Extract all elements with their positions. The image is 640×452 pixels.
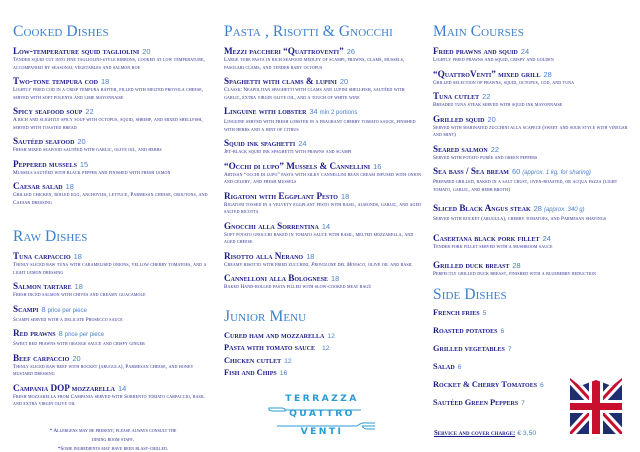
item-name: Spaghetti with clams & lupini bbox=[224, 76, 337, 86]
item-price: 22 bbox=[490, 144, 499, 154]
item-name: Low-temperature squid tagliolini bbox=[13, 46, 140, 56]
allergen-footnote: * Allergens may be present; please always consult the dining room staff. bbox=[49, 427, 177, 443]
item-price: 24 bbox=[542, 233, 551, 243]
item-price: 22 bbox=[85, 107, 94, 116]
item-price: 12 bbox=[327, 332, 335, 340]
english-flag-icon[interactable] bbox=[570, 378, 622, 434]
item-description: Linguine served with fresh lobster in a fragrant cherry tomato sauce, finished with herbs and a hint of citrus bbox=[224, 119, 416, 133]
item-name: Spicy seafood soup bbox=[13, 106, 83, 116]
menu-item bbox=[433, 166, 633, 194]
item-price: 28 bbox=[543, 69, 552, 79]
item-price: 24 bbox=[298, 139, 307, 148]
item-description: Classic Neapolitan spaghetti with clams and lupini shellfish, sautéed with garlic, extra virgin olive oil, and a touch of white wine bbox=[224, 87, 405, 101]
service-charge bbox=[434, 430, 536, 437]
section-title-cooked-dishes: Cooked Dishes bbox=[13, 23, 109, 40]
menu-item bbox=[433, 340, 633, 358]
item-description: Perfectly grilled duck breast, finished with a blueberry reduction bbox=[433, 271, 596, 277]
item-price: 20 bbox=[142, 47, 151, 56]
item-name: Fish and Chips bbox=[224, 368, 277, 377]
item-name: Grilled duck breast bbox=[433, 260, 510, 270]
item-price: 18 bbox=[65, 182, 74, 191]
item-name: Sautéed seafood bbox=[13, 136, 75, 146]
restaurant-logo bbox=[267, 393, 377, 443]
menu-item bbox=[224, 46, 422, 72]
item-description: Grilled selection of prawns, squid, octopus, cod, and tuna bbox=[433, 79, 575, 86]
item-name: Chicken cutlet bbox=[224, 355, 282, 365]
item-name: Grilled squid bbox=[433, 113, 485, 124]
menu-item bbox=[13, 159, 213, 178]
menu-item bbox=[433, 304, 633, 322]
item-name: Sautéed Green Peppers bbox=[433, 397, 519, 407]
item-name: Rocket & Cherry Tomatoes bbox=[433, 379, 538, 389]
menu-item bbox=[433, 114, 633, 140]
menu-item bbox=[224, 251, 422, 270]
menu-item bbox=[224, 355, 422, 368]
item-name: “QuattroVenti” mixed grill bbox=[433, 68, 541, 79]
item-price: 16 bbox=[279, 370, 288, 377]
item-name: Salmon tartare bbox=[13, 281, 72, 291]
item-note: (approx. 340 g) bbox=[543, 207, 585, 213]
menu-item bbox=[224, 367, 422, 380]
item-price: 18 bbox=[331, 274, 340, 283]
item-description: Thinly sliced raw beef with rocket (arugula), Parmesan cheese, and honey mustard dressing bbox=[13, 363, 194, 377]
item-description: Lightly fried prawns and squid, crispy and golden bbox=[433, 57, 554, 63]
item-price: 12 bbox=[284, 357, 292, 365]
item-name: Risotto alla Nerano bbox=[224, 250, 304, 261]
item-name: Pasta with tomato sauce bbox=[224, 343, 315, 352]
column-left bbox=[13, 0, 213, 452]
item-name: Tuna carpaccio bbox=[13, 251, 71, 261]
item-name: Campania DOP mozzarella bbox=[13, 382, 116, 393]
menu-item bbox=[13, 281, 213, 300]
item-price: 24 bbox=[520, 47, 530, 56]
menu-item bbox=[13, 46, 213, 72]
item-name: Cannelloni alla Bolognese bbox=[224, 273, 329, 283]
item-description: Lightly fried cod in a crisp tempura batter, filled with melted provola cheese, served with soft polenta and lime mayonnaise bbox=[13, 87, 204, 101]
item-name: “Occhi di lupo” Mussels & Cannellini bbox=[224, 160, 371, 171]
item-description: Breaded tuna steak served with squid ink mayonnaise bbox=[433, 102, 563, 108]
item-description: Fresh mixed seafood sautéed with garlic, olive oil, and herbs bbox=[13, 147, 162, 153]
item-price: 20 bbox=[339, 77, 349, 86]
item-name: Grilled vegetables bbox=[433, 343, 505, 353]
item-description: Served with marinated zucchini alla scapece (sweet and sour style with vinegar and mint) bbox=[433, 124, 628, 138]
logo-line-3: VENTI bbox=[300, 426, 344, 437]
item-description: Served with potato purée and green peppers bbox=[433, 154, 538, 161]
item-name: French fries bbox=[433, 307, 480, 317]
item-description: Thinly sliced raw tuna with caramelised onions, yellow cherry tomatoes, and a light lemon dressing bbox=[13, 262, 207, 276]
item-name: Cured ham and mozzarella bbox=[224, 330, 325, 340]
item-price: 18 bbox=[101, 77, 110, 86]
item-price: 8 bbox=[41, 304, 46, 314]
menu-item bbox=[433, 144, 633, 163]
item-price: 14 bbox=[118, 383, 127, 393]
menu-item bbox=[433, 46, 633, 65]
menu-item bbox=[433, 322, 633, 340]
blast-chilled-footnote: *Some ingredients may have been blast-chilled. bbox=[57, 445, 169, 452]
menu-item bbox=[13, 251, 213, 277]
item-description: A rich and slightly spicy soup with octopus, squid, shrimp, and mixed shellfish, served with toasted bread bbox=[13, 117, 203, 131]
item-description: Rigatoni tossed in a velvety eggplant pesto with basil, almonds, garlic, and aged salted ricotta bbox=[224, 201, 422, 215]
column-middle bbox=[224, 0, 422, 380]
item-price: 5 bbox=[482, 309, 487, 317]
item-name: Salad bbox=[433, 361, 455, 371]
item-price: 8 bbox=[58, 329, 63, 338]
item-price: 26 bbox=[346, 47, 355, 56]
item-description: Mussels sautéed with black pepper and finished with fresh lemon bbox=[13, 169, 171, 176]
logo-line-2: QUATTRO bbox=[289, 408, 355, 419]
menu-item bbox=[433, 358, 633, 376]
item-description: Tender squid cut into fine tagliolini-style ribbons, cooked at low temperature, accompanied by seasonal vegetables and salmon roe bbox=[13, 57, 205, 71]
menu-item bbox=[224, 221, 422, 247]
item-name: Beef carpaccio bbox=[13, 352, 70, 363]
item-name: Roasted potatoes bbox=[433, 325, 498, 335]
item-price: 18 bbox=[306, 251, 315, 261]
item-price: 20 bbox=[487, 114, 496, 124]
item-name: Caesar salad bbox=[13, 181, 63, 191]
menu-item bbox=[224, 138, 422, 157]
item-name: Gnocchi alla Sorrentina bbox=[224, 220, 319, 231]
item-price: 15 bbox=[79, 159, 89, 169]
menu-item bbox=[433, 69, 633, 88]
menu-item bbox=[13, 181, 213, 207]
item-name: Red prawns bbox=[13, 328, 56, 338]
item-description: Soft potato gnocchi baked in tomato sauce with basil, melted mozzarella, and aged cheese bbox=[224, 231, 414, 245]
menu-item bbox=[224, 161, 422, 187]
item-description: Prepared grilled, baked in a salt crust, oven-roasted, or acqua pazza (light tomato, garlic, and herb broth) bbox=[433, 179, 618, 193]
item-name: Tuna cutlet bbox=[433, 91, 480, 101]
item-name: Mezzi paccheri “Quattroventi” bbox=[224, 46, 344, 56]
section-title-pasta: Pasta , Risotti & Gnocchi bbox=[224, 23, 393, 40]
column-right bbox=[433, 0, 633, 412]
item-description: Large tube pasta in rich seafood medley of scampi, prawns, clams, mussels, fasolari clams, and tender baby octopus bbox=[224, 57, 405, 71]
menu-item bbox=[13, 136, 213, 155]
item-description: Jet-black squid ink spaghetti with prawns and scampi bbox=[224, 149, 352, 155]
item-name: Scampi bbox=[13, 303, 39, 314]
item-name: Seared salmon bbox=[433, 143, 488, 154]
menu-item bbox=[224, 330, 422, 343]
menu-item bbox=[13, 76, 213, 102]
menu-item bbox=[224, 191, 422, 217]
item-name: Sliced Black Angus steak bbox=[433, 203, 531, 213]
menu-item bbox=[433, 91, 633, 110]
item-note: price per piece bbox=[64, 332, 105, 338]
item-description: Tender pork fillet served with a mushroom sauce bbox=[433, 243, 553, 250]
item-description: Baked Hand-rolled pasta filled with slow-cooked meat ragù bbox=[224, 284, 372, 290]
menu-item bbox=[433, 260, 633, 279]
item-price: 18 bbox=[73, 252, 82, 261]
item-name: Fried prawns and squid bbox=[433, 46, 518, 56]
item-name: Linguine with lobster bbox=[224, 106, 307, 116]
item-description: Fresh diced salmon with chives and creamy guacamole bbox=[13, 292, 146, 298]
item-price: 34 bbox=[309, 107, 318, 116]
section-title-main-courses: Main Courses bbox=[433, 23, 524, 40]
item-name: Squid ink spaghetti bbox=[224, 138, 296, 148]
menu-item bbox=[433, 203, 633, 224]
item-name: Sea bass / Sea bream bbox=[433, 166, 509, 176]
item-price: 16 bbox=[373, 161, 382, 171]
item-description: Grilled chicken, boiled egg, anchovies, lettuce, Parmesan cheese, croutons, and Caesar dressing bbox=[13, 192, 208, 206]
item-price: 7 bbox=[521, 399, 525, 407]
item-price: 18 bbox=[340, 191, 350, 201]
menu-item bbox=[13, 106, 213, 132]
item-name: Rigatoni with Eggplant Pesto bbox=[224, 190, 338, 201]
service-charge-label: Service and cover charge: bbox=[434, 430, 516, 437]
menu-item bbox=[13, 328, 213, 349]
item-description: Sweet red prawns with orange sauce and crispy ginger bbox=[13, 341, 145, 347]
item-price: 20 bbox=[72, 353, 81, 363]
menu-item bbox=[224, 106, 422, 134]
item-price: 20 bbox=[77, 137, 86, 146]
menu-item bbox=[224, 76, 422, 102]
item-name: Casertana black pork fillet bbox=[433, 232, 540, 243]
menu-item bbox=[433, 233, 633, 252]
item-description: Fresh mozzarella from Campania served with Sorrento tomato carpaccio, basil and extra virgin olive oil bbox=[13, 393, 205, 407]
item-price: 6 bbox=[457, 363, 462, 371]
menu-item bbox=[13, 383, 213, 409]
item-description: Artisan “occhi di lupo” pasta with silky cannellini bean cream infused with onion and celery, and fresh mussels bbox=[224, 171, 422, 185]
item-price: 60 bbox=[511, 167, 521, 176]
item-name: Peppered mussels bbox=[13, 158, 77, 169]
logo-line-1: TERRAZZA bbox=[285, 393, 359, 404]
item-price: 18 bbox=[74, 282, 83, 291]
menu-item bbox=[224, 342, 422, 355]
item-price: 22 bbox=[482, 92, 491, 101]
section-title-raw-dishes: Raw Dishes bbox=[13, 228, 88, 245]
item-price: 6 bbox=[500, 327, 505, 335]
menu-item bbox=[224, 273, 422, 292]
item-price: 7 bbox=[507, 345, 512, 353]
item-note: (approx. 1 kg, for sharing) bbox=[522, 170, 591, 176]
item-price: 28 bbox=[533, 204, 542, 213]
item-note: price per piece bbox=[47, 307, 87, 314]
item-description: Creamy risotto with fried zucchini, Provolone del Monaco, olive oil and basil bbox=[224, 261, 413, 268]
item-price: 14 bbox=[321, 221, 331, 231]
item-description: Scampi served with a delicate Prosecco sauce bbox=[13, 316, 123, 323]
item-price: 12 bbox=[321, 345, 330, 352]
item-note: min 2 portions bbox=[319, 110, 358, 116]
section-title-side-dishes: Side Dishes bbox=[433, 285, 507, 303]
menu-item bbox=[13, 304, 213, 325]
item-name: Two-tone tempura cod bbox=[13, 76, 99, 86]
menu-item bbox=[13, 353, 213, 379]
service-charge-value: € 3,50 bbox=[517, 430, 537, 437]
item-description: Served with rocket (arugula), cherry tomatoes, and Parmesan shavings bbox=[433, 216, 607, 222]
section-title-junior-menu: Junior Menu bbox=[224, 307, 307, 325]
item-price: 28 bbox=[512, 261, 521, 270]
item-price: 6 bbox=[540, 381, 544, 389]
